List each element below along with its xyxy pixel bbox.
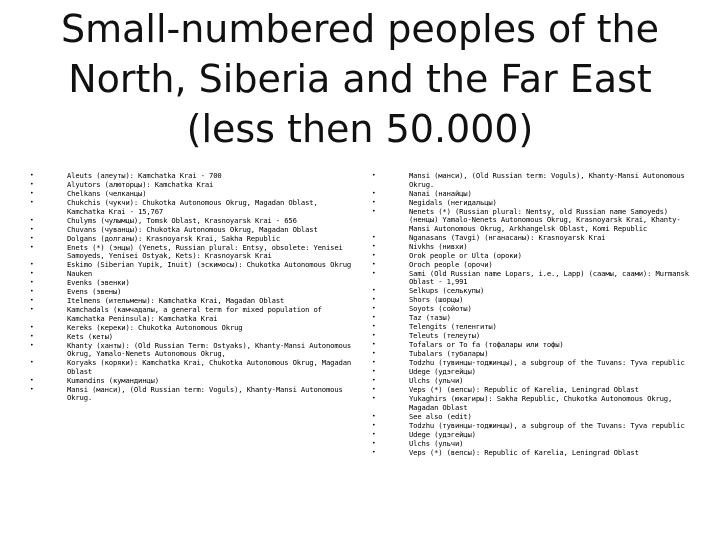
- bullet-icon: •: [372, 412, 376, 420]
- bullet-icon: •: [30, 359, 34, 366]
- list-item: [30, 342, 352, 359]
- list-item-text: Kets (кеты): [67, 331, 113, 341]
- list-item: [372, 208, 694, 234]
- list-item-text: Evens (эвены): [67, 287, 122, 296]
- bullet-icon: •: [372, 430, 376, 438]
- list-item-text: Kumandins (кумандинцы): [67, 375, 159, 385]
- slide-title: Small-numbered peoples of the North, Siberia and the Far East (less then 50.000): [60, 7, 660, 151]
- list-item-text: Eskimo (Siberian Yupik, Inuit) (эскимосы): Chukotka Autonomous Okrug: [67, 260, 352, 269]
- bullet-icon: •: [30, 261, 34, 268]
- list-item-text: Sami (Old Russian name Lopars, i.e., Lapp) (саамы, саами): Murmansk Oblast - 1,991: [409, 268, 689, 286]
- list-item-text: Mansi (манси), (Old Russian term: Voguls), Khanty-Mansi Autonomous Okrug.: [67, 384, 343, 402]
- bullet-icon: •: [30, 385, 34, 393]
- bullet-icon: •: [372, 368, 376, 375]
- bullet-icon: •: [30, 181, 34, 188]
- list-item-text: Veps (*) (вепсы): Republic of Karelia, Leningrad Oblast: [409, 385, 639, 394]
- list-item-text: Ulchs (ульчи): [409, 376, 464, 385]
- bullet-icon: •: [372, 350, 376, 357]
- bullet-icon: •: [30, 297, 34, 304]
- bullet-icon: •: [372, 269, 376, 277]
- list-item-text: Tofalars or To fa (тофалары или тофы): [409, 340, 564, 349]
- list-item-text: Kamchadals (камчадалы, a general term for mixed population of Kamchatka Peninsula): Kamchatka Krai: [67, 305, 322, 323]
- bullet-icon: •: [30, 216, 34, 224]
- list-item-text: Yukaghirs (юкагиры): Sakha Republic, Chukotka Autonomous Okrug, Magadan Oblast: [409, 394, 673, 412]
- list-item-text: Selkups (селькупы): [409, 286, 485, 295]
- bullet-icon: •: [372, 314, 376, 321]
- bullet-icon: •: [372, 323, 376, 330]
- bullet-icon: •: [30, 243, 34, 251]
- bullet-icon: •: [372, 377, 376, 384]
- list-item-text: Khanty (ханты): (Old Russian Term: Ostyaks), Khanty-Mansi Autonomous Okrug, Yamalo-Nenets Autonomous Okrug,: [67, 340, 352, 358]
- bullet-icon: •: [30, 199, 34, 206]
- bullet-icon: •: [30, 306, 34, 313]
- bullet-icon: •: [30, 234, 34, 242]
- list-item-text: Teleuts (телеуты): [409, 331, 481, 340]
- bullet-icon: •: [372, 189, 376, 197]
- bullet-icon: •: [30, 225, 34, 233]
- list-item-text: Kereks (кереки): Chukotka Autonomous Okrug: [67, 322, 243, 332]
- bullet-icon: •: [30, 376, 34, 384]
- bullet-icon: •: [30, 288, 34, 295]
- bullet-icon: •: [372, 198, 376, 206]
- list-item-text: Nauken: [67, 269, 93, 278]
- list-item: [372, 449, 694, 458]
- list-item: [30, 306, 352, 323]
- list-item-text: Mansi (манси), (Old Russian term: Voguls), Khanty-Mansi Autonomous Okrug.: [409, 171, 685, 189]
- list-item-text: Itelmens (ительмены): Kamchatka Krai, Magadan Oblast: [67, 296, 285, 305]
- bullet-icon: •: [372, 296, 376, 303]
- list-item-text: Nanai (нанайцы): [409, 188, 472, 198]
- bullet-icon: •: [372, 207, 376, 215]
- bullet-icon: •: [30, 172, 34, 179]
- list-item-text: Tubalars (тубалары): [409, 349, 489, 358]
- bullet-icon: •: [372, 448, 376, 456]
- list-item-text: Udege (удэгейцы): [409, 367, 476, 376]
- bullet-icon: •: [372, 395, 376, 402]
- list-item-text: See also (edit): [409, 411, 472, 421]
- list-item-text: Nenets (*) (Russian plural: Nentsy, old Russian name Samoyeds) (ненцы) Yamalo-Nenets Autonomous Okrug, Krasnoyarsk Krai, Khanty-Mansi Autonomous Okrug, Arkhangelsk Oblast, Komi Republic: [409, 206, 681, 233]
- left-bullet-list: [30, 172, 352, 403]
- bullet-icon: •: [372, 332, 376, 339]
- list-item-text: Ulchs (ульчи): [409, 438, 464, 448]
- list-item-text: Chuvans (чуванцы): Chukotka Autonomous Okrug, Magadan Oblast: [67, 224, 318, 234]
- list-item: [30, 359, 352, 376]
- bullet-icon: •: [372, 341, 376, 348]
- list-item-text: Chulyms (чулымцы), Tomsk Oblast, Krasnoyarsk Krai - 656: [67, 215, 297, 225]
- bullet-icon: •: [372, 359, 376, 366]
- bullet-icon: •: [372, 172, 376, 179]
- bullet-icon: •: [372, 242, 376, 250]
- list-item-text: Telengits (теленгиты): [409, 322, 497, 331]
- list-item-text: Shors (шорцы): [409, 295, 464, 304]
- list-item: [372, 395, 694, 412]
- bullet-icon: •: [372, 260, 376, 268]
- right-bullet-list: [372, 172, 694, 458]
- bullet-icon: •: [372, 233, 376, 241]
- bullet-icon: •: [372, 421, 376, 429]
- list-item-text: Todzhu (тувинцы-тоджинцы), a subgroup of the Tuvans: Tyva republic: [409, 358, 685, 367]
- bullet-icon: •: [30, 341, 34, 349]
- bullet-icon: •: [30, 190, 34, 197]
- list-item-text: Todzhu (тувинцы-тоджинцы), a subgroup of the Tuvans: Tyva republic: [409, 420, 685, 430]
- list-item: [30, 199, 352, 216]
- list-item-text: Taz (тазы): [409, 313, 451, 322]
- list-item-text: Nganasans (Tavgi) (нганасаны): Krasnoyarsk Krai: [409, 232, 606, 242]
- list-item-text: Udege (удэгейцы): [409, 429, 476, 439]
- list-item-text: Nivkhs (нивхи): [409, 241, 468, 251]
- list-item: [372, 270, 694, 287]
- bullet-icon: •: [372, 305, 376, 312]
- list-item-text: Aleuts (алеуты): Kamchatka Krai - 700: [67, 171, 222, 180]
- bullet-icon: •: [372, 287, 376, 294]
- list-item-text: Chelkans (челканцы): [67, 189, 147, 198]
- list-item-text: Negidals (негидальцы): [409, 197, 497, 207]
- list-item-text: Enets (*) (энцы) (Yenets, Russian plural: Entsy, obsolete: Yenisei Samoyeds, Yenisei Ostyak, Kets): Krasnoyarsk Krai: [67, 242, 343, 260]
- list-item-text: Koryaks (коряки): Kamchatka Krai, Chukotka Autonomous Okrug, Magadan Oblast: [67, 358, 352, 376]
- list-item-text: Orok people or Ulta (ороки): [409, 250, 522, 260]
- list-item-text: Dolgans (долганы): Krasnoyarsk Krai, Sakha Republic: [67, 233, 281, 243]
- bullet-icon: •: [30, 323, 34, 331]
- bullet-icon: •: [372, 439, 376, 447]
- list-item-text: Soyots (сойоты): [409, 304, 472, 313]
- bullet-icon: •: [30, 270, 34, 277]
- bullet-icon: •: [30, 279, 34, 286]
- bullet-icon: •: [30, 332, 34, 340]
- list-item: [372, 172, 694, 189]
- list-item-text: Evenks (эвенки): [67, 278, 130, 287]
- list-item-text: Chukchis (чукчи): Chukotka Autonomous Okrug, Magadan Oblast, Kamchatka Krai - 15,767: [67, 198, 318, 216]
- bullet-icon: •: [372, 251, 376, 259]
- list-item-text: Veps (*) (вепсы): Republic of Karelia, Leningrad Oblast: [409, 447, 639, 457]
- bullet-icon: •: [372, 386, 376, 393]
- list-item-text: Alyutors (алюторцы): Kamchatka Krai: [67, 180, 214, 189]
- list-item: [30, 244, 352, 261]
- list-item-text: Oroch people (орочи): [409, 259, 493, 269]
- list-item: [30, 386, 352, 403]
